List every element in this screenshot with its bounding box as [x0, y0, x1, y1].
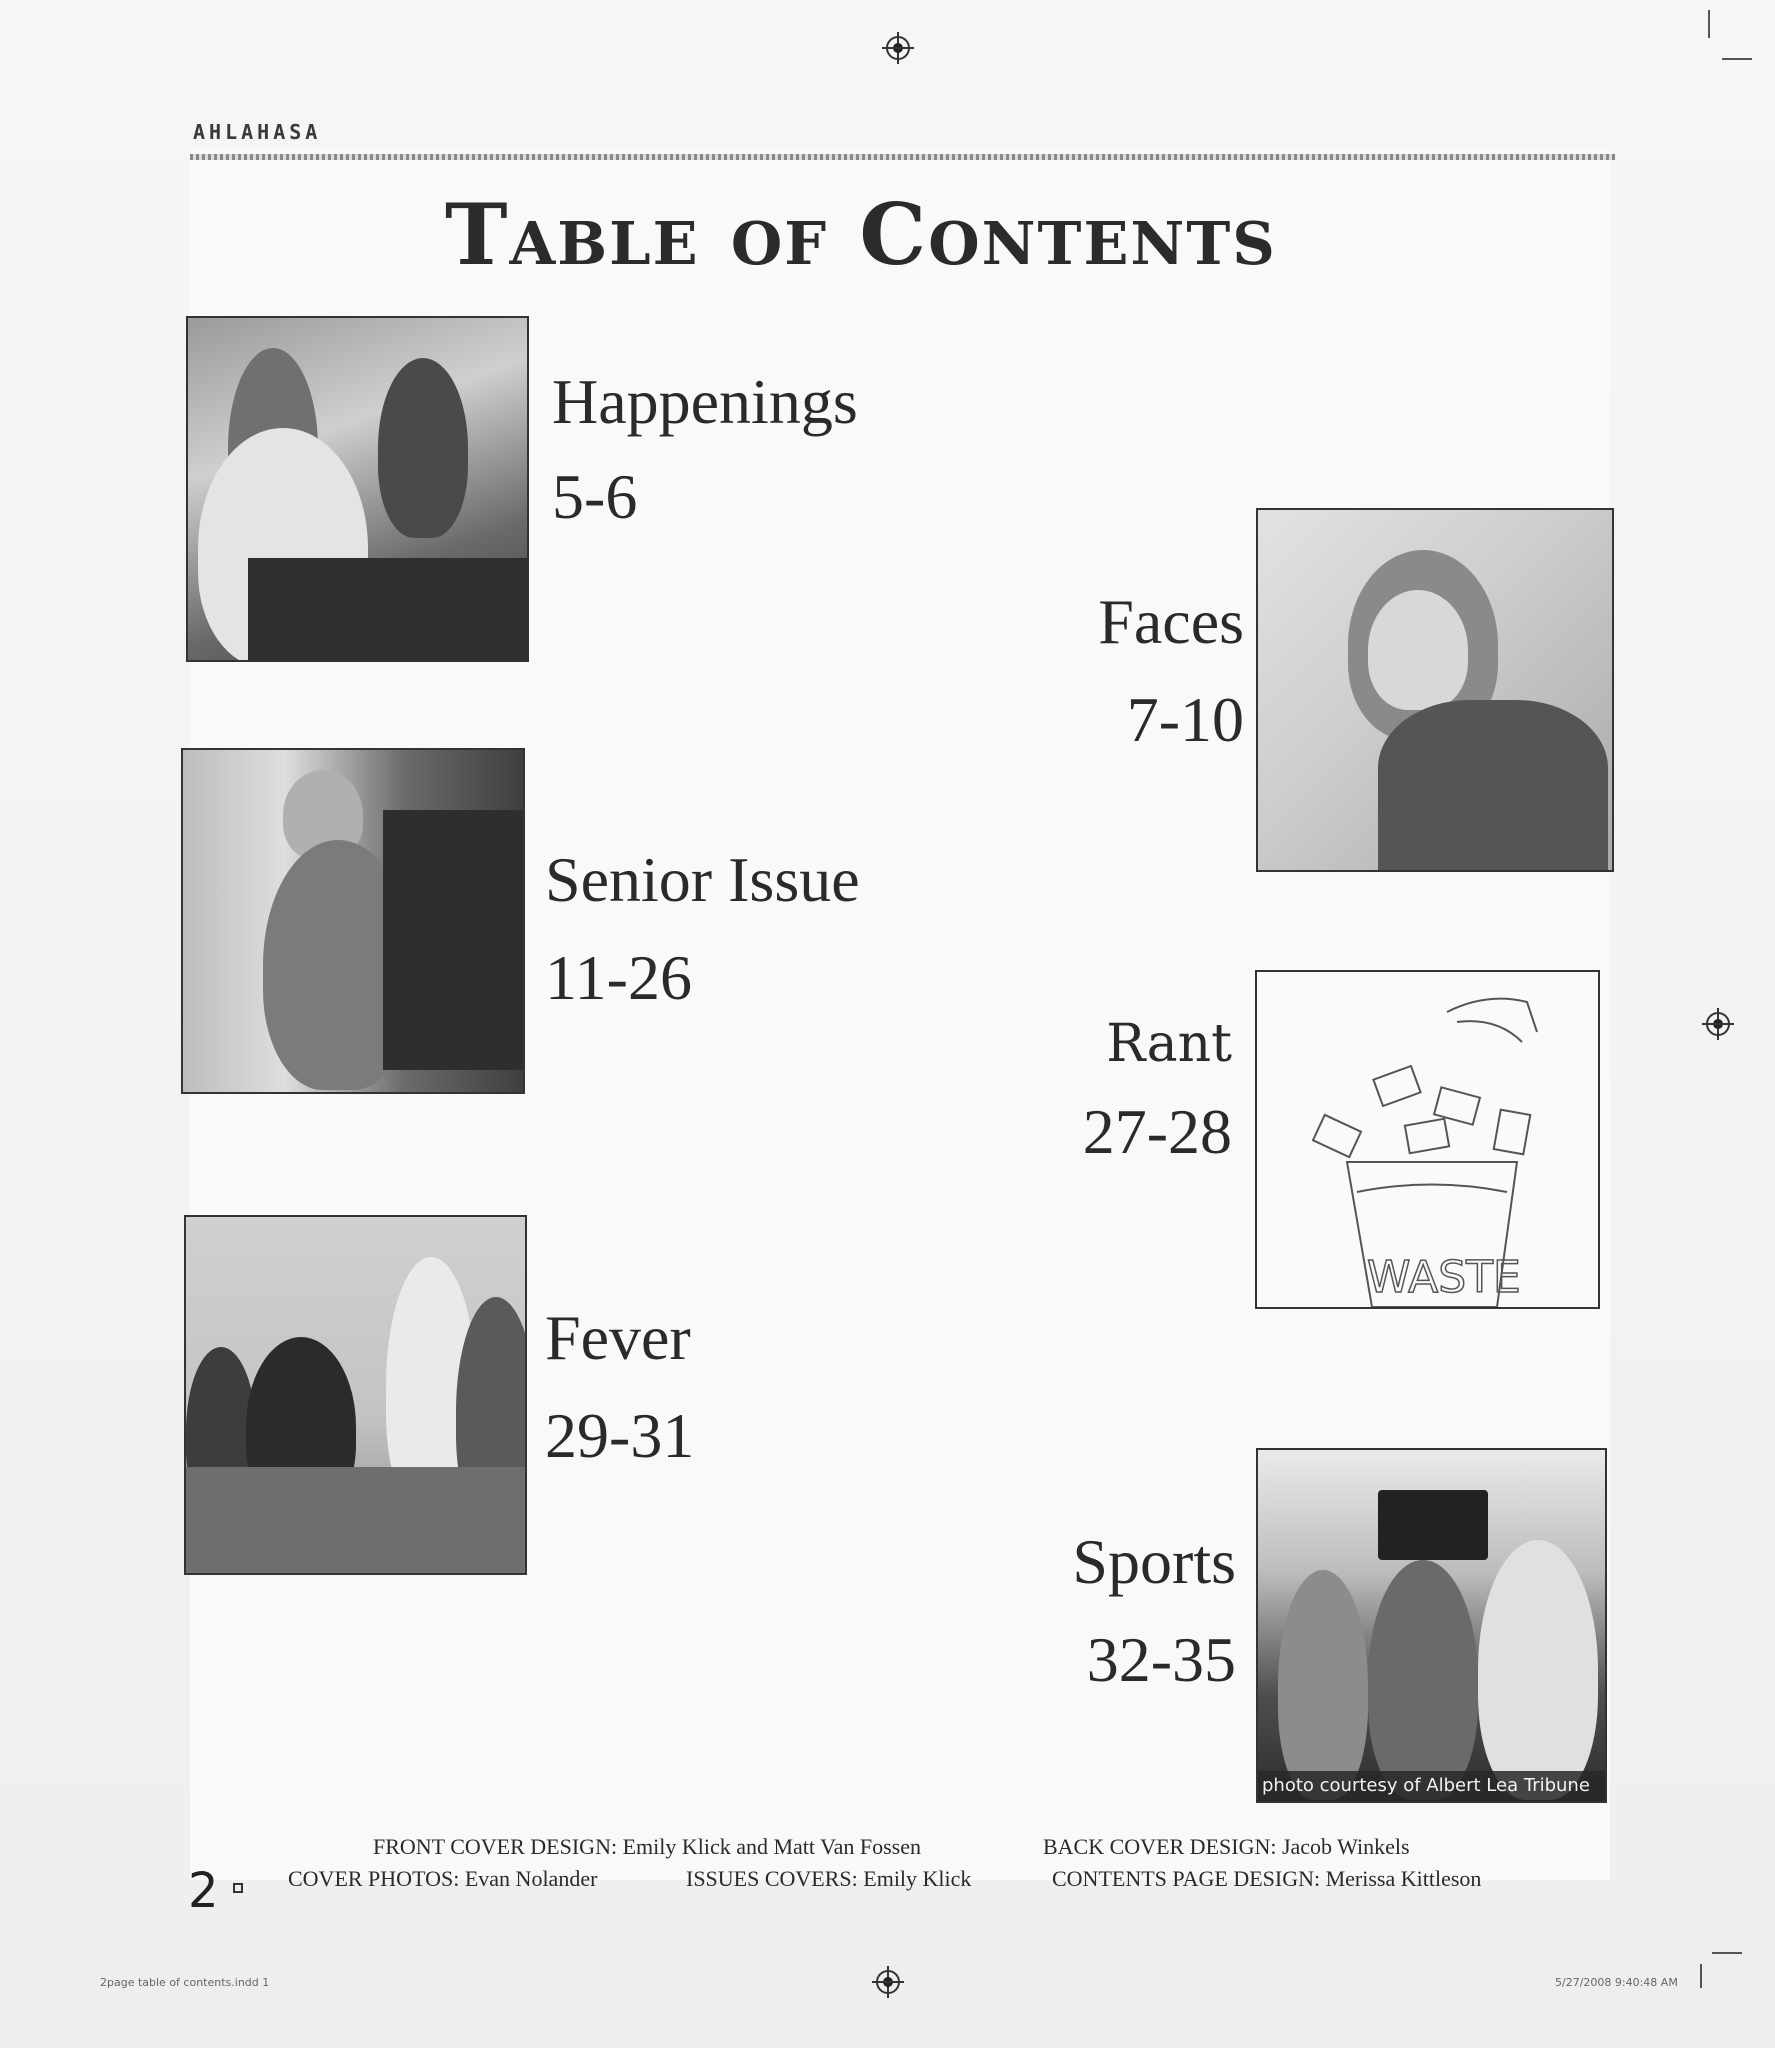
registration-mark-bottom — [876, 1970, 900, 1994]
page-title: Table of Contents — [445, 185, 1277, 284]
section-label-faces: Faces — [1098, 586, 1244, 657]
drawing-waste-text: WASTE — [1367, 1252, 1521, 1303]
trim-mark — [1700, 1964, 1702, 1988]
section-label-rant: Rant — [1106, 1014, 1232, 1074]
section-label-senior-issue: Senior Issue — [545, 844, 860, 915]
section-pages-rant: 27-28 — [1082, 1096, 1232, 1167]
student-with-guitar-photo — [181, 748, 525, 1094]
credit-front-cover: FRONT COVER DESIGN: Emily Klick and Matt Van Fossen — [373, 1834, 921, 1859]
team-with-trophy-photo — [1256, 1448, 1607, 1803]
file-slug: 2page table of contents.indd 1 — [100, 1976, 270, 1989]
section-pages-sports: 32-35 — [1086, 1624, 1236, 1695]
section-label-sports: Sports — [1072, 1526, 1236, 1597]
masthead-rule — [190, 154, 1615, 160]
registration-mark-right — [1706, 1012, 1730, 1036]
trim-mark — [1712, 1952, 1742, 1954]
credit-contents-page: CONTENTS PAGE DESIGN: Merissa Kittleson — [1052, 1866, 1482, 1891]
photo-credit: photo courtesy of Albert Lea Tribune — [1258, 1771, 1605, 1801]
waste-money-drawing — [1255, 970, 1600, 1309]
section-pages-happenings: 5-6 — [552, 461, 638, 532]
date-slug: 5/27/2008 9:40:48 AM — [1555, 1976, 1678, 1989]
section-pages-faces: 7-10 — [1126, 684, 1244, 755]
credit-cover-photos: COVER PHOTOS: Evan Nolander — [288, 1866, 598, 1891]
credit-issues-covers: ISSUES COVERS: Emily Klick — [686, 1866, 972, 1891]
section-pages-fever: 29-31 — [545, 1400, 695, 1471]
masthead: AHLAHASA — [193, 120, 322, 144]
credit-back-cover: BACK COVER DESIGN: Jacob Winkels — [1043, 1834, 1410, 1859]
girl-resting-chin-photo — [1256, 508, 1614, 872]
section-pages-senior-issue: 11-26 — [545, 942, 692, 1013]
trim-mark — [1708, 10, 1710, 38]
students-singing-photo — [184, 1215, 527, 1575]
section-label-fever: Fever — [545, 1302, 691, 1373]
page-number: 2 — [188, 1863, 219, 1919]
students-at-table-photo — [186, 316, 529, 662]
page-number-ornament — [233, 1883, 243, 1893]
trim-mark — [1722, 58, 1752, 60]
registration-mark-top — [886, 36, 910, 60]
section-label-happenings: Happenings — [552, 366, 858, 437]
